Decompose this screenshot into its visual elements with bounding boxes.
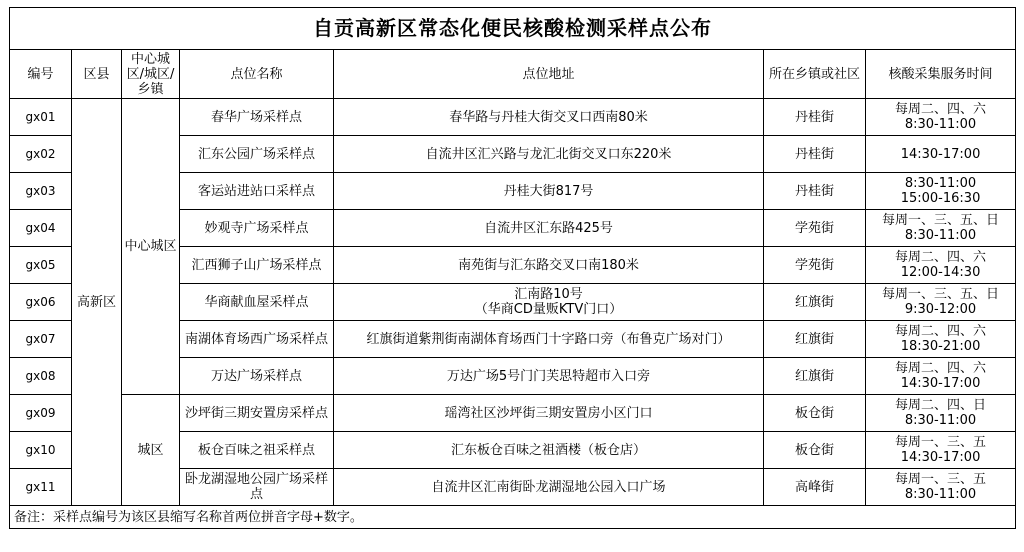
header-name: 点位名称 — [180, 50, 334, 99]
cell-address: 瑶湾社区沙坪街三期安置房小区门口 — [334, 395, 764, 432]
cell-code: gx08 — [10, 358, 72, 395]
header-address: 点位地址 — [334, 50, 764, 99]
cell-area-group: 城区 — [122, 395, 180, 506]
cell-address: 汇东板仓百味之祖酒楼（板仓店） — [334, 432, 764, 469]
cell-town: 板仓街 — [764, 395, 866, 432]
cell-name: 客运站进站口采样点 — [180, 173, 334, 210]
header-code: 编号 — [10, 50, 72, 99]
cell-name: 卧龙湖湿地公园广场采样点 — [180, 469, 334, 506]
cell-time: 每周一、三、五 14:30-17:00 — [866, 432, 1016, 469]
cell-name: 万达广场采样点 — [180, 358, 334, 395]
cell-town: 高峰街 — [764, 469, 866, 506]
cell-town: 红旗街 — [764, 284, 866, 321]
notice-sheet — [9, 7, 1015, 529]
cell-name: 春华广场采样点 — [180, 99, 334, 136]
page-title: 自贡高新区常态化便民核酸检测采样点公布 — [10, 8, 1016, 50]
note-row — [10, 506, 1016, 529]
cell-area-group: 中心城区 — [122, 99, 180, 395]
cell-address: 南苑街与汇东路交叉口南180米 — [334, 247, 764, 284]
cell-time: 每周二、四、六 14:30-17:00 — [866, 358, 1016, 395]
header-area: 中心城区/城区/乡镇 — [122, 50, 180, 99]
cell-code: gx10 — [10, 432, 72, 469]
cell-county: 高新区 — [72, 99, 122, 506]
cell-code: gx01 — [10, 99, 72, 136]
cell-name: 华商献血屋采样点 — [180, 284, 334, 321]
cell-address: 红旗街道紫荆街南湖体育场西门十字路口旁（布鲁克广场对门） — [334, 321, 764, 358]
cell-code: gx07 — [10, 321, 72, 358]
table-row — [10, 99, 1016, 136]
cell-name: 南湖体育场西广场采样点 — [180, 321, 334, 358]
cell-code: gx11 — [10, 469, 72, 506]
header-row — [10, 50, 1016, 99]
cell-time: 每周二、四、六 18:30-21:00 — [866, 321, 1016, 358]
cell-time: 8:30-11:00 15:00-16:30 — [866, 173, 1016, 210]
cell-name: 汇西狮子山广场采样点 — [180, 247, 334, 284]
cell-address: 万达广场5号门门芙思特超市入口旁 — [334, 358, 764, 395]
cell-address: 汇南路10号 （华商CD量贩KTV门口） — [334, 284, 764, 321]
cell-code: gx03 — [10, 173, 72, 210]
sampling-point-table — [9, 7, 1016, 529]
cell-name: 沙坪街三期安置房采样点 — [180, 395, 334, 432]
cell-code: gx02 — [10, 136, 72, 173]
footnote: 备注：采样点编号为该区县缩写名称首两位拼音字母+数字。 — [10, 506, 1016, 529]
cell-time: 每周一、三、五、日 9:30-12:00 — [866, 284, 1016, 321]
cell-time: 14:30-17:00 — [866, 136, 1016, 173]
cell-time: 每周二、四、六 12:00-14:30 — [866, 247, 1016, 284]
cell-name: 板仓百味之祖采样点 — [180, 432, 334, 469]
cell-town: 丹桂街 — [764, 136, 866, 173]
cell-time: 每周一、三、五、日 8:30-11:00 — [866, 210, 1016, 247]
cell-time: 每周二、四、日 8:30-11:00 — [866, 395, 1016, 432]
cell-town: 丹桂街 — [764, 99, 866, 136]
cell-address: 春华路与丹桂大街交叉口西南80米 — [334, 99, 764, 136]
cell-town: 红旗街 — [764, 358, 866, 395]
cell-address: 自流井区汇兴路与龙汇北街交叉口东220米 — [334, 136, 764, 173]
cell-code: gx04 — [10, 210, 72, 247]
header-county: 区县 — [72, 50, 122, 99]
header-town: 所在乡镇或社区 — [764, 50, 866, 99]
cell-name: 汇东公园广场采样点 — [180, 136, 334, 173]
cell-town: 红旗街 — [764, 321, 866, 358]
cell-town: 板仓街 — [764, 432, 866, 469]
cell-town: 学苑街 — [764, 210, 866, 247]
table-row — [10, 395, 1016, 432]
cell-time: 每周二、四、六 8:30-11:00 — [866, 99, 1016, 136]
cell-code: gx05 — [10, 247, 72, 284]
cell-address: 自流井区汇东路425号 — [334, 210, 764, 247]
cell-name: 妙观寺广场采样点 — [180, 210, 334, 247]
cell-address: 自流井区汇南街卧龙湖湿地公园入口广场 — [334, 469, 764, 506]
cell-time: 每周一、三、五 8:30-11:00 — [866, 469, 1016, 506]
cell-code: gx06 — [10, 284, 72, 321]
cell-address: 丹桂大街817号 — [334, 173, 764, 210]
cell-code: gx09 — [10, 395, 72, 432]
cell-town: 丹桂街 — [764, 173, 866, 210]
header-time: 核酸采集服务时间 — [866, 50, 1016, 99]
cell-town: 学苑街 — [764, 247, 866, 284]
